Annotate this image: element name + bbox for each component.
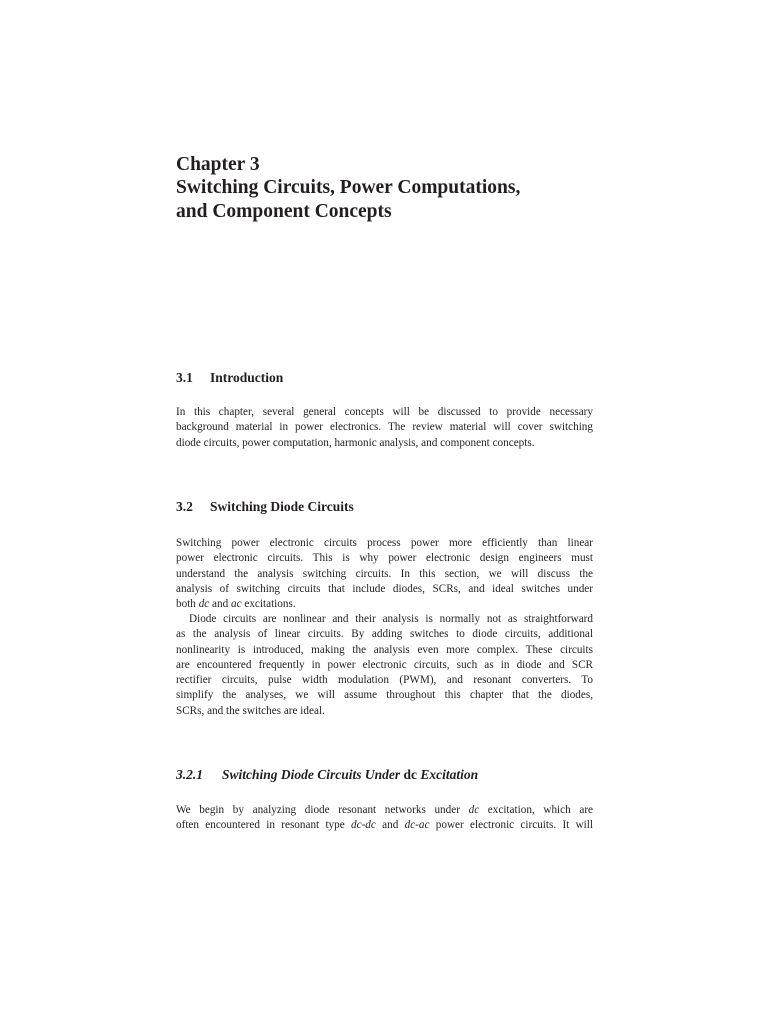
subsection-heading-dc-excitation xyxy=(176,767,593,783)
text-line: power electronic circuits. This is why power electronic design engineers must xyxy=(176,552,593,565)
paragraph-diode-nonlinearity xyxy=(176,612,593,719)
text-line xyxy=(176,818,593,833)
subsection-number: 3.2.1 xyxy=(176,767,203,782)
paragraph-switching-circuits xyxy=(176,536,593,612)
subsection-title: Switching Diode Circuits Under xyxy=(222,767,404,782)
text-line xyxy=(176,803,593,818)
text-line: background material in power electronics. The review material will cover switching xyxy=(176,421,593,434)
text-line: In this chapter, several general concepts will be discussed to provide necessary xyxy=(176,406,593,418)
text-run: excitations. xyxy=(241,598,296,611)
section-title: Switching Diode Circuits xyxy=(210,499,354,514)
text-run: excitation, which are xyxy=(479,804,594,816)
text-line: as the analysis of linear circuits. By adding switches to diode circuits, additional xyxy=(176,628,593,641)
text-run: and xyxy=(209,598,231,611)
italic-term-ac: ac xyxy=(231,598,242,611)
text-line: are encountered frequently in power electronic circuits, such as in diode and SCR xyxy=(176,658,593,671)
section-heading-introduction xyxy=(176,370,593,386)
text-line: diode circuits, power computation, harmonic analysis, and component concepts. xyxy=(176,436,535,449)
text-run: We begin by analyzing diode resonant networks under xyxy=(176,804,469,816)
italic-term-dc-ac: dc-ac xyxy=(404,819,430,832)
subsection-title: Excitation xyxy=(417,767,479,782)
text-line: understand the analysis switching circuits. In this section, we will discuss the xyxy=(176,567,593,580)
text-run: often encountered in resonant type xyxy=(176,819,352,832)
section-heading-switching-diode-circuits xyxy=(176,499,593,515)
text-line: SCRs, and the switches are ideal. xyxy=(176,704,325,717)
text-line: simplify the analyses, we will assume throughout this chapter that the diodes, xyxy=(176,689,593,702)
paragraph-dc-excitation xyxy=(176,803,593,834)
text-run: both xyxy=(176,598,199,611)
text-line: nonlinearity is introduced, making the analysis even more complex. These circuits xyxy=(176,643,593,656)
italic-term-dc: dc xyxy=(198,598,210,611)
section-number: 3.2 xyxy=(176,499,193,514)
chapter-label: Chapter 3 xyxy=(176,154,260,175)
text-line: rectifier circuits, pulse width modulation (PWM), and resonant converters. To xyxy=(176,674,593,687)
chapter-title-line: Switching Circuits, Power Computations, xyxy=(176,177,521,198)
text-line: Switching power electronic circuits process power more efficiently than linear xyxy=(176,537,593,549)
text-run: power electronic circuits. It will xyxy=(429,819,593,832)
text-line xyxy=(176,597,593,612)
section-number: 3.1 xyxy=(176,370,193,385)
chapter-title-line: and Component Concepts xyxy=(176,200,392,222)
text-line: Diode circuits are nonlinear and their analysis is normally not as straightforward xyxy=(189,613,593,625)
chapter-title xyxy=(176,176,593,223)
subsection-title-dc: dc xyxy=(403,767,418,782)
section-title: Introduction xyxy=(210,370,284,385)
text-run: and xyxy=(375,819,405,832)
paragraph-introduction xyxy=(176,405,593,451)
italic-term-dc: dc xyxy=(468,804,480,816)
italic-term-dc-dc: dc-dc xyxy=(351,819,376,832)
text-line: analysis of switching circuits that include diodes, SCRs, and ideal switches under xyxy=(176,582,593,595)
